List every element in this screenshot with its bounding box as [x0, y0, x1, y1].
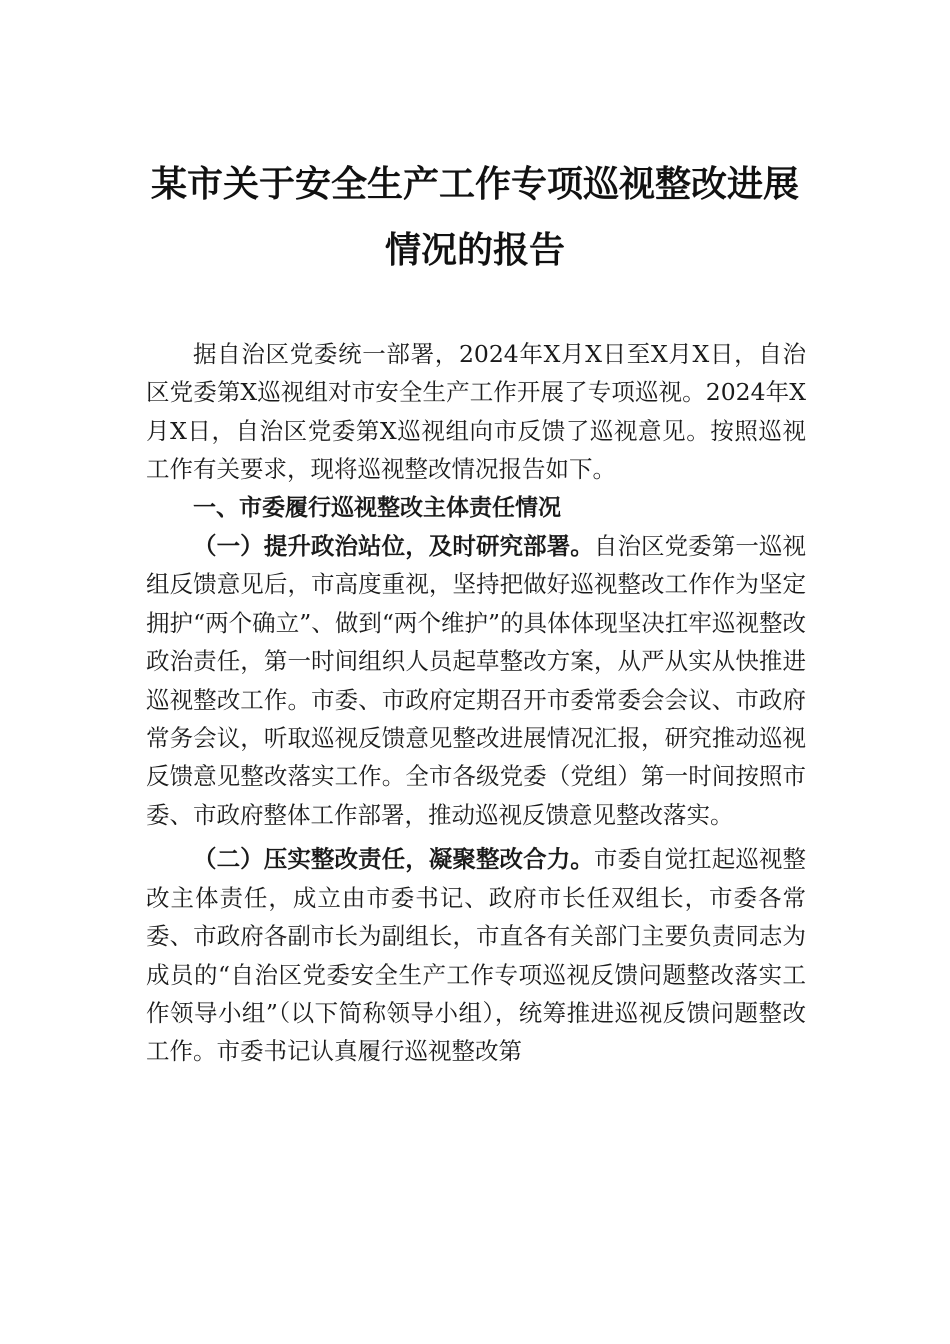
item-1-text: 自治区党委第一巡视组反馈意见后，市高度重视，坚持把做好巡视整改工作作为坚定拥护“两个确立”、做到“两个维护”的具体体现坚决扛牢巡视整改政治责任，第一时间组织人员起草整改方案，从严从实从快推进巡视整改工作。市委、市政府定期召开市委常委会会议、市政府常务会议，听取巡视反馈意见整改进展情况汇报，研究推动巡视反馈意见整改落实工作。全市各级党委（党组）第一时间按照市委、市政府整体工作部署，推动巡视反馈意见整改落实。: [146, 532, 806, 829]
intro-paragraph: 据自治区党委统一部署，2024年X月X日至X月X日，自治区党委第X巡视组对市安全生产工作开展了专项巡视。2024年X月X日，自治区党委第X巡视组向市反馈了巡视意见。按照巡视工作有关要求，现将巡视整改情况报告如下。: [146, 340, 806, 484]
document-title-line-1: 某市关于安全生产工作专项巡视整改进展: [150, 163, 799, 205]
item-2-paragraph: [146, 840, 806, 1070]
document-title-line-2: 情况的报告: [384, 229, 565, 271]
document-body: [146, 335, 806, 1071]
item-2-lead: （二）压实整改责任，凝聚整改合力。: [193, 845, 594, 874]
section-1-heading: 一、市委履行巡视整改主体责任情况: [193, 494, 561, 521]
item-1-lead: （一）提升政治站位，及时研究部署。: [193, 532, 594, 561]
item-1-paragraph: [146, 527, 806, 834]
item-2-text: 市委自觉扛起巡视整改主体责任，成立由市委书记、政府市长任双组长，市委各常委、市政府各副市长为副组长，市直各有关部门主要负责同志为成员的“自治区党委安全生产工作专项巡视反馈问题整改落实工作领导小组”（以下简称领导小组），统筹推进巡视反馈问题整改工作。市委书记认真履行巡视整改第: [146, 845, 806, 1066]
